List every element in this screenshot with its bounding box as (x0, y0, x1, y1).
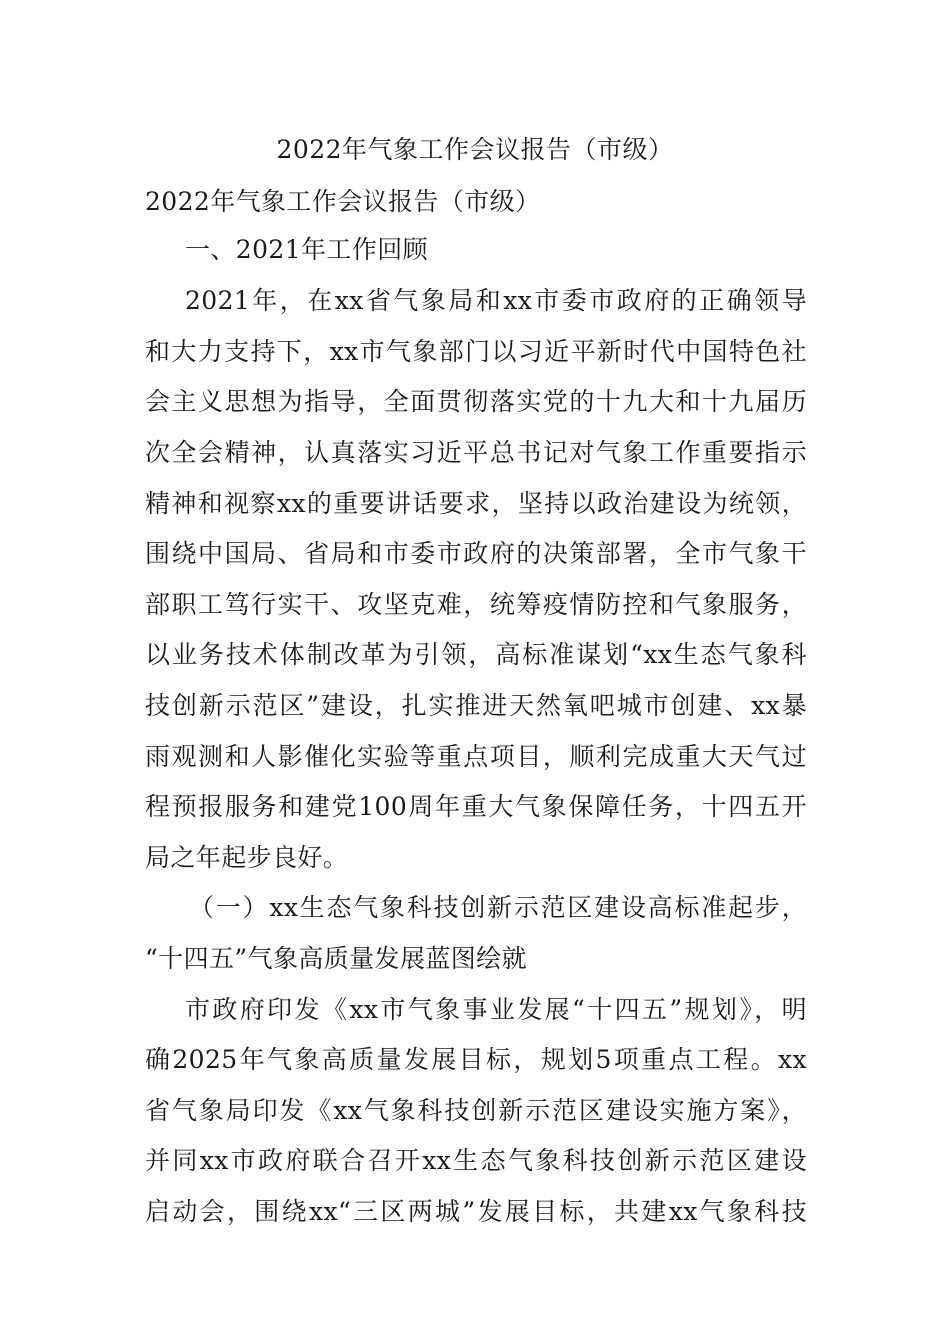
paragraph-line: 启动会，围绕xx“三区两城”发展目标，共建xx气象科技 (145, 1197, 807, 1226)
paragraph-line: 局之年起步良好。 (145, 843, 349, 872)
paragraph-line: 和大力支持下，xx市气象部门以习近平新时代中国特色社 (145, 337, 807, 366)
subheading-line: “十四五”气象高质量发展蓝图绘就 (145, 944, 527, 973)
document-subtitle: 2022年气象工作会议报告（市级） (145, 187, 541, 216)
paragraph-line: 部职工笃行实干、攻坚克难，统筹疫情防控和气象服务， (145, 590, 807, 619)
paragraph-line: 以业务技术体制改革为引领，高标准谋划“xx生态气象科 (145, 640, 807, 669)
document-title: 2022年气象工作会议报告（市级） (276, 135, 674, 164)
paragraph-line: 技创新示范区”建设，扎实推进天然氧吧城市创建、xx暴 (145, 691, 807, 720)
section-heading: 一、2021年工作回顾 (185, 235, 429, 264)
paragraph-line: 围绕中国局、省局和市委市政府的决策部署，全市气象干 (145, 539, 807, 568)
paragraph-line: 会主义思想为指导，全面贯彻落实党的十九大和十九届历 (145, 387, 807, 416)
paragraph-line: 省气象局印发《xx气象科技创新示范区建设实施方案》， (145, 1096, 807, 1125)
subheading-line: （一）xx生态气象科技创新示范区建设高标准起步， (189, 893, 807, 922)
paragraph-line: 精神和视察xx的重要讲话要求，坚持以政治建设为统领， (145, 489, 807, 518)
paragraph-line: 程预报服务和建党100周年重大气象保障任务，十四五开 (145, 792, 807, 821)
paragraph-line: 次全会精神，认真落实习近平总书记对气象工作重要指示 (145, 438, 807, 467)
paragraph-line: 2021年，在xx省气象局和xx市委市政府的正确领导 (185, 286, 807, 315)
paragraph-line: 雨观测和人影催化实验等重点项目，顺利完成重大天气过 (145, 742, 807, 771)
paragraph-line: 市政府印发《xx市气象事业发展“十四五”规划》，明 (185, 995, 807, 1024)
paragraph-line: 确2025年气象高质量发展目标，规划5项重点工程。xx (145, 1045, 807, 1074)
paragraph-line: 并同xx市政府联合召开xx生态气象科技创新示范区建设 (145, 1146, 807, 1175)
